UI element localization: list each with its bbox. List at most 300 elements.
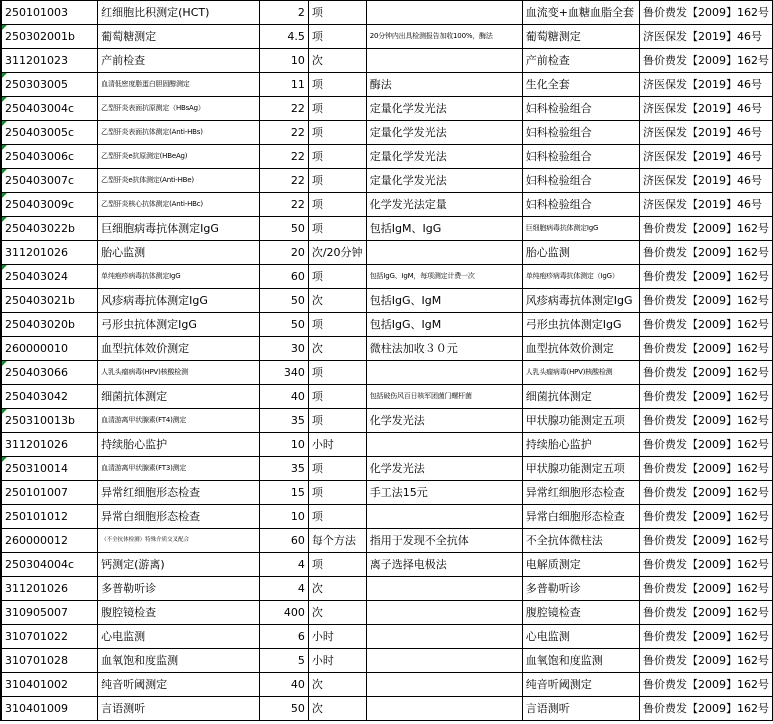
policy-doc-text: 鲁价费发【2009】162号 bbox=[642, 390, 769, 403]
note-cell[interactable] bbox=[366, 433, 522, 457]
package-name-cell[interactable] bbox=[522, 505, 639, 529]
policy-doc-text: 鲁价费发【2009】162号 bbox=[642, 702, 769, 715]
item-name-cell[interactable] bbox=[98, 505, 260, 529]
unit-text: 小时 bbox=[311, 654, 334, 667]
item-code-text: 250303005 bbox=[5, 78, 68, 91]
policy-doc-cell[interactable] bbox=[639, 25, 772, 49]
policy-doc-cell[interactable] bbox=[639, 289, 772, 313]
item-code-cell[interactable] bbox=[1, 1, 98, 25]
unit-text: 每个方法 bbox=[311, 534, 356, 547]
policy-doc-cell[interactable] bbox=[639, 73, 772, 97]
item-name-cell[interactable] bbox=[98, 601, 260, 625]
table-row[interactable] bbox=[1, 457, 773, 481]
note-cell[interactable] bbox=[366, 481, 522, 505]
table-row[interactable] bbox=[1, 601, 773, 625]
item-name-text: 异常红细胞形态检查 bbox=[101, 486, 201, 499]
policy-doc-cell[interactable] bbox=[639, 457, 772, 481]
package-name-text: 腹腔镜检查 bbox=[525, 606, 581, 619]
note-cell[interactable] bbox=[366, 361, 522, 385]
policy-doc-cell[interactable] bbox=[639, 433, 772, 457]
note-cell[interactable] bbox=[366, 409, 522, 433]
item-name-cell[interactable] bbox=[98, 97, 260, 121]
item-code-cell[interactable] bbox=[1, 529, 98, 553]
unit-text: 项 bbox=[311, 126, 323, 139]
package-name-cell[interactable] bbox=[522, 217, 639, 241]
policy-doc-cell[interactable] bbox=[639, 49, 772, 73]
item-code-cell[interactable] bbox=[1, 457, 98, 481]
note-cell[interactable] bbox=[366, 97, 522, 121]
unit-cell[interactable] bbox=[308, 169, 366, 193]
package-name-cell[interactable] bbox=[522, 121, 639, 145]
package-name-cell[interactable] bbox=[522, 241, 639, 265]
item-name-cell[interactable] bbox=[98, 169, 260, 193]
unit-text: 项 bbox=[311, 30, 323, 43]
price-cell[interactable] bbox=[259, 337, 308, 361]
note-cell[interactable] bbox=[366, 121, 522, 145]
item-code-cell[interactable] bbox=[1, 25, 98, 49]
item-code-cell[interactable] bbox=[1, 241, 98, 265]
item-name-text: 血清低密度脂蛋白胆固醇测定 bbox=[101, 80, 190, 88]
unit-cell[interactable] bbox=[308, 385, 366, 409]
package-name-cell[interactable] bbox=[522, 577, 639, 601]
table-row[interactable] bbox=[1, 313, 773, 337]
policy-doc-cell[interactable] bbox=[639, 1, 772, 25]
note-cell[interactable] bbox=[366, 385, 522, 409]
price-text: 60 bbox=[290, 534, 305, 547]
item-code-cell[interactable] bbox=[1, 649, 98, 673]
policy-doc-text: 鲁价费发【2009】162号 bbox=[642, 462, 769, 475]
item-code-text: 250403020b bbox=[5, 318, 75, 331]
item-code-cell[interactable] bbox=[1, 673, 98, 697]
item-code-cell[interactable] bbox=[1, 193, 98, 217]
package-name-text: 言语测听 bbox=[525, 702, 570, 715]
item-name-cell[interactable] bbox=[98, 385, 260, 409]
note-cell[interactable] bbox=[366, 25, 522, 49]
price-cell[interactable] bbox=[259, 409, 308, 433]
price-cell[interactable] bbox=[259, 73, 308, 97]
package-name-cell[interactable] bbox=[522, 313, 639, 337]
note-cell[interactable] bbox=[366, 313, 522, 337]
item-code-cell[interactable] bbox=[1, 49, 98, 73]
item-code-cell[interactable] bbox=[1, 73, 98, 97]
package-name-cell[interactable] bbox=[522, 409, 639, 433]
item-name-cell[interactable] bbox=[98, 553, 260, 577]
item-code-text: 250101007 bbox=[5, 486, 68, 499]
package-name-cell[interactable] bbox=[522, 337, 639, 361]
package-name-text: 风疹病毒抗体测定IgG bbox=[525, 294, 633, 307]
table-row[interactable] bbox=[1, 625, 773, 649]
item-name-cell[interactable] bbox=[98, 337, 260, 361]
price-cell[interactable] bbox=[259, 601, 308, 625]
item-name-text: 乙型肝炎核心抗体测定(Anti-HBc) bbox=[101, 200, 203, 208]
note-cell[interactable] bbox=[366, 289, 522, 313]
item-code-text: 250403022b bbox=[5, 222, 75, 235]
unit-cell[interactable] bbox=[308, 577, 366, 601]
package-name-cell[interactable] bbox=[522, 697, 639, 721]
unit-cell[interactable] bbox=[308, 217, 366, 241]
unit-text: 次 bbox=[311, 342, 323, 355]
item-name-cell[interactable] bbox=[98, 529, 260, 553]
policy-doc-cell[interactable] bbox=[639, 145, 772, 169]
policy-doc-text: 鲁价费发【2009】162号 bbox=[642, 54, 769, 67]
table-body bbox=[1, 1, 773, 721]
package-name-cell[interactable] bbox=[522, 433, 639, 457]
note-cell[interactable] bbox=[366, 145, 522, 169]
item-code-cell[interactable] bbox=[1, 505, 98, 529]
unit-cell[interactable] bbox=[308, 601, 366, 625]
unit-cell[interactable] bbox=[308, 265, 366, 289]
table-row[interactable] bbox=[1, 145, 773, 169]
policy-doc-cell[interactable] bbox=[639, 505, 772, 529]
item-name-cell[interactable] bbox=[98, 49, 260, 73]
package-name-cell[interactable] bbox=[522, 601, 639, 625]
item-name-cell[interactable] bbox=[98, 673, 260, 697]
item-name-text: 言语测听 bbox=[101, 702, 146, 715]
item-name-cell[interactable] bbox=[98, 289, 260, 313]
note-cell[interactable] bbox=[366, 73, 522, 97]
policy-doc-cell[interactable] bbox=[639, 313, 772, 337]
table-row[interactable] bbox=[1, 433, 773, 457]
table-row[interactable] bbox=[1, 577, 773, 601]
note-cell[interactable] bbox=[366, 193, 522, 217]
policy-doc-cell[interactable] bbox=[639, 193, 772, 217]
package-name-cell[interactable] bbox=[522, 529, 639, 553]
table-row[interactable] bbox=[1, 289, 773, 313]
item-code-cell[interactable] bbox=[1, 313, 98, 337]
note-cell[interactable] bbox=[366, 169, 522, 193]
item-code-cell[interactable] bbox=[1, 553, 98, 577]
policy-doc-cell[interactable] bbox=[639, 169, 772, 193]
policy-doc-text: 鲁价费发【2009】162号 bbox=[642, 606, 769, 619]
table-row[interactable] bbox=[1, 73, 773, 97]
package-name-text: 异常白细胞形态检查 bbox=[525, 510, 625, 523]
policy-doc-cell[interactable] bbox=[639, 697, 772, 721]
item-code-cell[interactable] bbox=[1, 481, 98, 505]
price-cell[interactable] bbox=[259, 49, 308, 73]
table-row[interactable] bbox=[1, 49, 773, 73]
package-name-cell[interactable] bbox=[522, 553, 639, 577]
unit-cell[interactable] bbox=[308, 289, 366, 313]
item-name-cell[interactable] bbox=[98, 409, 260, 433]
comment-marker-icon bbox=[2, 25, 7, 30]
item-name-cell[interactable] bbox=[98, 217, 260, 241]
price-cell[interactable] bbox=[259, 265, 308, 289]
table-row[interactable] bbox=[1, 649, 773, 673]
item-code-cell[interactable] bbox=[1, 385, 98, 409]
price-text: 5 bbox=[297, 654, 305, 667]
price-cell[interactable] bbox=[259, 289, 308, 313]
price-cell[interactable] bbox=[259, 193, 308, 217]
policy-doc-cell[interactable] bbox=[639, 625, 772, 649]
unit-text: 项 bbox=[311, 510, 323, 523]
note-cell[interactable] bbox=[366, 601, 522, 625]
price-cell[interactable] bbox=[259, 649, 308, 673]
price-cell[interactable] bbox=[259, 385, 308, 409]
table-row[interactable] bbox=[1, 673, 773, 697]
table-row[interactable] bbox=[1, 697, 773, 721]
package-name-cell[interactable] bbox=[522, 385, 639, 409]
item-code-cell[interactable] bbox=[1, 361, 98, 385]
price-cell[interactable] bbox=[259, 1, 308, 25]
item-name-text: 乙型肝炎表面抗原测定（HBsAg） bbox=[101, 104, 205, 112]
unit-cell[interactable] bbox=[308, 649, 366, 673]
policy-doc-cell[interactable] bbox=[639, 649, 772, 673]
table-row[interactable] bbox=[1, 241, 773, 265]
package-name-cell[interactable] bbox=[522, 1, 639, 25]
note-cell[interactable] bbox=[366, 505, 522, 529]
note-cell[interactable] bbox=[366, 529, 522, 553]
item-code-cell[interactable] bbox=[1, 577, 98, 601]
package-name-cell[interactable] bbox=[522, 673, 639, 697]
comment-marker-icon bbox=[2, 193, 7, 198]
item-name-text: 持续胎心监护 bbox=[101, 438, 168, 451]
policy-doc-cell[interactable] bbox=[639, 409, 772, 433]
unit-text: 项 bbox=[311, 174, 323, 187]
unit-cell[interactable] bbox=[308, 457, 366, 481]
policy-doc-cell[interactable] bbox=[639, 361, 772, 385]
item-code-cell[interactable] bbox=[1, 337, 98, 361]
unit-cell[interactable] bbox=[308, 433, 366, 457]
note-cell[interactable] bbox=[366, 577, 522, 601]
unit-cell[interactable] bbox=[308, 673, 366, 697]
policy-doc-text: 鲁价费发【2009】162号 bbox=[642, 438, 769, 451]
price-cell[interactable] bbox=[259, 577, 308, 601]
item-code-cell[interactable] bbox=[1, 217, 98, 241]
price-cell[interactable] bbox=[259, 313, 308, 337]
note-cell[interactable] bbox=[366, 337, 522, 361]
item-name-cell[interactable] bbox=[98, 433, 260, 457]
note-cell[interactable] bbox=[366, 649, 522, 673]
package-name-cell[interactable] bbox=[522, 625, 639, 649]
table-row[interactable] bbox=[1, 121, 773, 145]
unit-cell[interactable] bbox=[308, 145, 366, 169]
item-name-cell[interactable] bbox=[98, 1, 260, 25]
package-name-text: 不全抗体微柱法 bbox=[525, 534, 603, 547]
policy-doc-cell[interactable] bbox=[639, 265, 772, 289]
item-name-cell[interactable] bbox=[98, 577, 260, 601]
note-cell[interactable] bbox=[366, 1, 522, 25]
table-row[interactable] bbox=[1, 169, 773, 193]
price-text: 22 bbox=[290, 150, 305, 163]
unit-cell[interactable] bbox=[308, 529, 366, 553]
price-cell[interactable] bbox=[259, 241, 308, 265]
item-code-text: 250403004c bbox=[5, 102, 75, 115]
policy-doc-text: 鲁价费发【2009】162号 bbox=[642, 486, 769, 499]
table-row[interactable] bbox=[1, 361, 773, 385]
package-name-cell[interactable] bbox=[522, 97, 639, 121]
policy-doc-cell[interactable] bbox=[639, 553, 772, 577]
note-text: 微柱法加收３０元 bbox=[369, 342, 458, 355]
price-cell[interactable] bbox=[259, 673, 308, 697]
note-cell[interactable] bbox=[366, 673, 522, 697]
item-code-cell[interactable] bbox=[1, 625, 98, 649]
package-name-cell[interactable] bbox=[522, 265, 639, 289]
package-name-cell[interactable] bbox=[522, 289, 639, 313]
table-row[interactable] bbox=[1, 25, 773, 49]
unit-cell[interactable] bbox=[308, 409, 366, 433]
comment-marker-icon bbox=[2, 457, 7, 462]
price-cell[interactable] bbox=[259, 145, 308, 169]
price-cell[interactable] bbox=[259, 481, 308, 505]
unit-cell[interactable] bbox=[308, 25, 366, 49]
price-cell[interactable] bbox=[259, 697, 308, 721]
policy-doc-cell[interactable] bbox=[639, 385, 772, 409]
unit-text: 项 bbox=[311, 150, 323, 163]
item-code-cell[interactable] bbox=[1, 169, 98, 193]
note-cell[interactable] bbox=[366, 457, 522, 481]
item-name-cell[interactable] bbox=[98, 241, 260, 265]
package-name-text: 人乳头瘤病毒(HPV)核酸检测 bbox=[525, 368, 613, 376]
unit-cell[interactable] bbox=[308, 241, 366, 265]
policy-doc-text: 鲁价费发【2009】162号 bbox=[642, 6, 769, 19]
item-code-text: 311201026 bbox=[5, 246, 68, 259]
item-name-cell[interactable] bbox=[98, 73, 260, 97]
note-cell[interactable] bbox=[366, 49, 522, 73]
package-name-text: 多普勒听诊 bbox=[525, 582, 581, 595]
unit-cell[interactable] bbox=[308, 553, 366, 577]
table-row[interactable] bbox=[1, 505, 773, 529]
table-row[interactable] bbox=[1, 529, 773, 553]
note-text: 化学发光法 bbox=[369, 414, 425, 427]
policy-doc-cell[interactable] bbox=[639, 337, 772, 361]
policy-doc-cell[interactable] bbox=[639, 529, 772, 553]
item-code-cell[interactable] bbox=[1, 433, 98, 457]
note-text: 20分钟内出具检测报告加收100%，酶法 bbox=[369, 32, 493, 40]
unit-cell[interactable] bbox=[308, 49, 366, 73]
policy-doc-cell[interactable] bbox=[639, 241, 772, 265]
price-cell[interactable] bbox=[259, 625, 308, 649]
unit-text: 次 bbox=[311, 702, 323, 715]
package-name-cell[interactable] bbox=[522, 481, 639, 505]
policy-doc-cell[interactable] bbox=[639, 217, 772, 241]
item-code-cell[interactable] bbox=[1, 601, 98, 625]
package-name-cell[interactable] bbox=[522, 361, 639, 385]
item-name-text: 风疹病毒抗体测定IgG bbox=[101, 294, 208, 307]
price-cell[interactable] bbox=[259, 97, 308, 121]
item-name-cell[interactable] bbox=[98, 265, 260, 289]
item-name-cell[interactable] bbox=[98, 313, 260, 337]
item-name-cell[interactable] bbox=[98, 145, 260, 169]
item-name-cell[interactable] bbox=[98, 481, 260, 505]
price-text: 40 bbox=[290, 390, 305, 403]
package-name-cell[interactable] bbox=[522, 649, 639, 673]
package-name-cell[interactable] bbox=[522, 73, 639, 97]
price-cell[interactable] bbox=[259, 553, 308, 577]
unit-text: 次 bbox=[311, 606, 323, 619]
price-cell[interactable] bbox=[259, 505, 308, 529]
item-code-text: 250403007c bbox=[5, 174, 75, 187]
item-code-text: 260000010 bbox=[5, 342, 68, 355]
item-code-cell[interactable] bbox=[1, 265, 98, 289]
item-name-cell[interactable] bbox=[98, 649, 260, 673]
item-code-cell[interactable] bbox=[1, 697, 98, 721]
unit-cell[interactable] bbox=[308, 505, 366, 529]
price-cell[interactable] bbox=[259, 457, 308, 481]
note-cell[interactable] bbox=[366, 697, 522, 721]
price-cell[interactable] bbox=[259, 529, 308, 553]
item-name-cell[interactable] bbox=[98, 625, 260, 649]
note-cell[interactable] bbox=[366, 241, 522, 265]
table-row[interactable] bbox=[1, 385, 773, 409]
note-text: 包括IgG、IgM bbox=[369, 294, 442, 307]
unit-cell[interactable] bbox=[308, 121, 366, 145]
price-cell[interactable] bbox=[259, 433, 308, 457]
package-name-cell[interactable] bbox=[522, 145, 639, 169]
policy-doc-text: 济医保发【2019】46号 bbox=[642, 78, 762, 91]
unit-cell[interactable] bbox=[308, 697, 366, 721]
table-row[interactable] bbox=[1, 337, 773, 361]
unit-cell[interactable] bbox=[308, 73, 366, 97]
unit-cell[interactable] bbox=[308, 313, 366, 337]
table-row[interactable] bbox=[1, 409, 773, 433]
package-name-cell[interactable] bbox=[522, 169, 639, 193]
item-name-cell[interactable] bbox=[98, 25, 260, 49]
note-cell[interactable] bbox=[366, 217, 522, 241]
unit-cell[interactable] bbox=[308, 361, 366, 385]
policy-doc-cell[interactable] bbox=[639, 601, 772, 625]
unit-cell[interactable] bbox=[308, 193, 366, 217]
package-name-text: 甲状腺功能测定五项 bbox=[525, 414, 625, 427]
table-row[interactable] bbox=[1, 553, 773, 577]
item-code-cell[interactable] bbox=[1, 121, 98, 145]
table-row[interactable] bbox=[1, 217, 773, 241]
package-name-cell[interactable] bbox=[522, 193, 639, 217]
note-text: 定量化学发光法 bbox=[369, 174, 447, 187]
item-name-cell[interactable] bbox=[98, 121, 260, 145]
item-code-cell[interactable] bbox=[1, 409, 98, 433]
item-name-cell[interactable] bbox=[98, 361, 260, 385]
price-cell[interactable] bbox=[259, 25, 308, 49]
unit-cell[interactable] bbox=[308, 481, 366, 505]
policy-doc-cell[interactable] bbox=[639, 97, 772, 121]
unit-cell[interactable] bbox=[308, 1, 366, 25]
table-row[interactable] bbox=[1, 97, 773, 121]
policy-doc-cell[interactable] bbox=[639, 121, 772, 145]
unit-cell[interactable] bbox=[308, 97, 366, 121]
item-code-cell[interactable] bbox=[1, 145, 98, 169]
item-name-text: 细菌抗体测定 bbox=[101, 390, 168, 403]
package-name-cell[interactable] bbox=[522, 25, 639, 49]
price-text: 400 bbox=[283, 606, 305, 619]
policy-doc-cell[interactable] bbox=[639, 673, 772, 697]
price-cell[interactable] bbox=[259, 217, 308, 241]
table-row[interactable] bbox=[1, 1, 773, 25]
package-name-cell[interactable] bbox=[522, 49, 639, 73]
item-name-cell[interactable] bbox=[98, 697, 260, 721]
item-name-cell[interactable] bbox=[98, 193, 260, 217]
unit-cell[interactable] bbox=[308, 337, 366, 361]
note-cell[interactable] bbox=[366, 553, 522, 577]
table-row[interactable] bbox=[1, 265, 773, 289]
item-code-cell[interactable] bbox=[1, 97, 98, 121]
item-name-cell[interactable] bbox=[98, 457, 260, 481]
policy-doc-cell[interactable] bbox=[639, 481, 772, 505]
table-row[interactable] bbox=[1, 481, 773, 505]
price-cell[interactable] bbox=[259, 361, 308, 385]
note-cell[interactable] bbox=[366, 625, 522, 649]
package-name-cell[interactable] bbox=[522, 457, 639, 481]
policy-doc-cell[interactable] bbox=[639, 577, 772, 601]
price-cell[interactable] bbox=[259, 121, 308, 145]
comment-marker-icon bbox=[2, 121, 7, 126]
policy-doc-text: 鲁价费发【2009】162号 bbox=[642, 222, 769, 235]
table-row[interactable] bbox=[1, 193, 773, 217]
item-code-cell[interactable] bbox=[1, 289, 98, 313]
price-cell[interactable] bbox=[259, 169, 308, 193]
unit-cell[interactable] bbox=[308, 625, 366, 649]
note-cell[interactable] bbox=[366, 265, 522, 289]
item-code-text: 250403009c bbox=[5, 198, 75, 211]
